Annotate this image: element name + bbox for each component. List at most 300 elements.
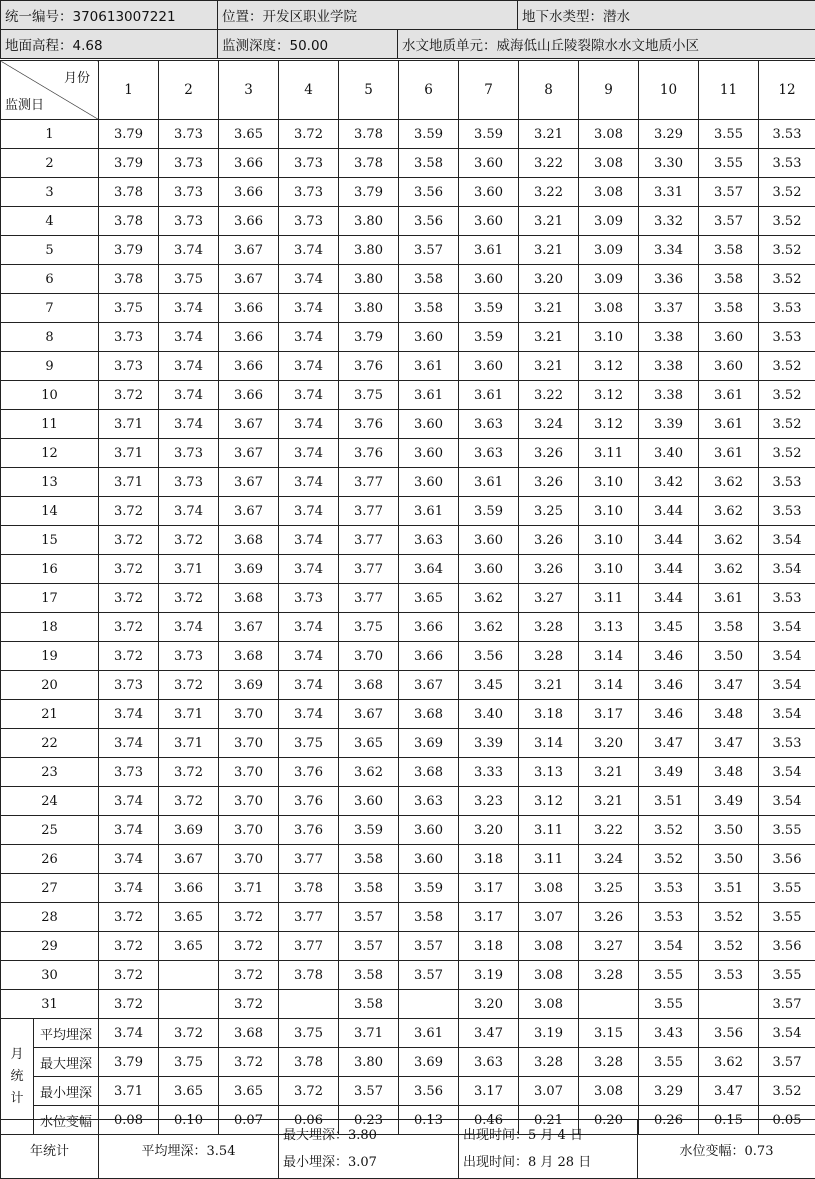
depth-cell: 3.72 <box>159 526 219 555</box>
yearly-max-time: 出现时间：5 月 4 日 <box>463 1128 583 1143</box>
depth-cell: 3.61 <box>699 439 759 468</box>
monthly-stats-label: 月 统 计 <box>1 1019 34 1135</box>
depth-cell: 3.45 <box>459 671 519 700</box>
depth-cell <box>699 990 759 1019</box>
depth-cell: 3.52 <box>699 932 759 961</box>
depth-cell: 3.77 <box>339 468 399 497</box>
table-row <box>1 178 815 207</box>
depth-cell: 3.74 <box>159 236 219 265</box>
depth-cell: 3.10 <box>579 468 639 497</box>
stat-cell: 0.46 <box>459 1106 519 1135</box>
yearly-label: 年统计 <box>1 1120 99 1179</box>
depth-cell: 3.46 <box>639 671 699 700</box>
depth-cell: 3.22 <box>579 816 639 845</box>
day-number: 13 <box>1 468 99 497</box>
depth-cell: 3.71 <box>99 468 159 497</box>
depth-cell: 3.59 <box>459 294 519 323</box>
depth-cell: 3.12 <box>579 352 639 381</box>
stat-cell: 3.54 <box>759 1019 815 1048</box>
depth-cell: 3.61 <box>399 352 459 381</box>
depth-cell: 3.73 <box>99 352 159 381</box>
depth-cell: 3.68 <box>219 642 279 671</box>
month-header-row <box>1 61 815 120</box>
stat-cell: 0.26 <box>639 1106 699 1135</box>
corner-day-label: 监测日 <box>5 98 45 113</box>
depth-cell: 3.76 <box>279 816 339 845</box>
monthly-stat-row <box>1 1048 815 1077</box>
depth-cell: 3.66 <box>219 352 279 381</box>
depth-cell: 3.74 <box>159 613 219 642</box>
depth-cell: 3.62 <box>699 497 759 526</box>
depth-cell: 3.46 <box>639 642 699 671</box>
stat-cell: 3.28 <box>579 1048 639 1077</box>
depth-cell: 3.66 <box>159 874 219 903</box>
station-info-header <box>0 0 815 59</box>
depth-cell: 3.58 <box>399 903 459 932</box>
depth-cell: 3.40 <box>459 700 519 729</box>
corner-header <box>1 61 99 120</box>
depth-cell: 3.22 <box>519 149 579 178</box>
stat-cell: 3.74 <box>99 1019 159 1048</box>
depth-cell: 3.54 <box>759 642 815 671</box>
depth-cell: 3.20 <box>459 816 519 845</box>
depth-cell: 3.71 <box>99 439 159 468</box>
depth-cell: 3.21 <box>519 207 579 236</box>
depth-cell: 3.54 <box>639 932 699 961</box>
depth-cell: 3.67 <box>219 468 279 497</box>
table-row <box>1 584 815 613</box>
depth-cell: 3.68 <box>399 700 459 729</box>
depth-cell: 3.47 <box>699 729 759 758</box>
depth-cell: 3.67 <box>219 410 279 439</box>
depth-cell: 3.76 <box>339 439 399 468</box>
day-number: 3 <box>1 178 99 207</box>
depth-cell: 3.24 <box>519 410 579 439</box>
depth-cell: 3.60 <box>459 352 519 381</box>
depth-cell: 3.11 <box>579 584 639 613</box>
depth-cell: 3.38 <box>639 323 699 352</box>
depth-cell: 3.74 <box>279 323 339 352</box>
depth-cell: 3.59 <box>339 816 399 845</box>
depth-cell: 3.72 <box>99 526 159 555</box>
depth-cell: 3.17 <box>459 874 519 903</box>
depth-cell: 3.19 <box>459 961 519 990</box>
stat-cell: 3.52 <box>759 1077 815 1106</box>
depth-cell: 3.54 <box>759 700 815 729</box>
header-row-1 <box>1 1 815 30</box>
depth-cell: 3.77 <box>279 932 339 961</box>
depth-cell: 3.09 <box>579 207 639 236</box>
stat-cell: 3.71 <box>339 1019 399 1048</box>
depth-cell: 3.58 <box>699 236 759 265</box>
depth-cell: 3.49 <box>699 787 759 816</box>
depth-cell: 3.77 <box>279 903 339 932</box>
station-location: 位置：开发区职业学院 <box>218 1 518 30</box>
day-number: 28 <box>1 903 99 932</box>
stat-cell: 0.15 <box>699 1106 759 1135</box>
monitor-depth: 监测深度：50.00 <box>218 30 398 59</box>
stat-cell: 3.75 <box>279 1019 339 1048</box>
table-row <box>1 439 815 468</box>
depth-cell: 3.58 <box>339 990 399 1019</box>
depth-cell: 3.63 <box>399 787 459 816</box>
depth-cell: 3.63 <box>459 439 519 468</box>
depth-cell: 3.11 <box>519 845 579 874</box>
depth-cell: 3.77 <box>339 555 399 584</box>
depth-cell: 3.34 <box>639 236 699 265</box>
month-header: 1 <box>99 61 159 120</box>
stat-cell: 3.65 <box>159 1077 219 1106</box>
depth-cell: 3.72 <box>279 120 339 149</box>
depth-cell: 3.67 <box>159 845 219 874</box>
depth-cell: 3.58 <box>339 874 399 903</box>
yearly-average-depth: 平均埋深：3.54 <box>99 1120 279 1179</box>
depth-cell: 3.64 <box>399 555 459 584</box>
day-number: 14 <box>1 497 99 526</box>
depth-cell: 3.44 <box>639 497 699 526</box>
table-row <box>1 903 815 932</box>
day-number: 22 <box>1 729 99 758</box>
depth-cell: 3.09 <box>579 236 639 265</box>
depth-cell: 3.72 <box>99 381 159 410</box>
depth-cell: 3.57 <box>759 990 815 1019</box>
yearly-min-depth: 最小埋深：3.07 <box>283 1155 377 1170</box>
depth-cell: 3.26 <box>519 468 579 497</box>
depth-cell: 3.13 <box>519 758 579 787</box>
depth-cell: 3.50 <box>699 845 759 874</box>
table-row <box>1 845 815 874</box>
depth-cell: 3.79 <box>99 120 159 149</box>
stat-cell: 0.13 <box>399 1106 459 1135</box>
stat-cell: 3.19 <box>519 1019 579 1048</box>
depth-cell: 3.63 <box>399 526 459 555</box>
depth-cell: 3.52 <box>699 903 759 932</box>
monthly-stat-row <box>1 1077 815 1106</box>
table-row <box>1 236 815 265</box>
depth-cell: 3.66 <box>399 642 459 671</box>
yearly-extreme-depths <box>279 1120 459 1179</box>
stat-cell: 3.56 <box>699 1019 759 1048</box>
depth-cell: 3.70 <box>219 729 279 758</box>
table-row <box>1 207 815 236</box>
depth-cell: 3.72 <box>99 497 159 526</box>
depth-cell: 3.77 <box>279 845 339 874</box>
depth-cell: 3.62 <box>459 613 519 642</box>
table-row <box>1 729 815 758</box>
depth-cell: 3.58 <box>399 265 459 294</box>
depth-cell: 3.21 <box>579 787 639 816</box>
depth-cell: 3.50 <box>699 642 759 671</box>
day-number: 23 <box>1 758 99 787</box>
depth-cell: 3.57 <box>399 932 459 961</box>
depth-cell: 3.21 <box>519 671 579 700</box>
day-number: 25 <box>1 816 99 845</box>
depth-cell: 3.70 <box>219 845 279 874</box>
depth-cell: 3.26 <box>519 526 579 555</box>
depth-cell: 3.54 <box>759 555 815 584</box>
depth-cell: 3.55 <box>759 874 815 903</box>
table-row <box>1 961 815 990</box>
month-header: 3 <box>219 61 279 120</box>
depth-cell: 3.28 <box>519 613 579 642</box>
depth-cell: 3.44 <box>639 555 699 584</box>
depth-cell: 3.79 <box>99 149 159 178</box>
depth-cell: 3.68 <box>339 671 399 700</box>
depth-cell: 3.69 <box>219 555 279 584</box>
depth-cell: 3.08 <box>519 874 579 903</box>
depth-cell: 3.18 <box>459 932 519 961</box>
stat-cell: 0.08 <box>99 1106 159 1135</box>
stat-cell: 3.61 <box>399 1019 459 1048</box>
depth-cell: 3.53 <box>759 584 815 613</box>
depth-cell <box>579 990 639 1019</box>
depth-cell: 3.68 <box>219 584 279 613</box>
depth-cell: 3.74 <box>279 381 339 410</box>
depth-cell: 3.54 <box>759 787 815 816</box>
depth-cell: 3.71 <box>99 410 159 439</box>
table-row <box>1 526 815 555</box>
depth-cell: 3.59 <box>459 120 519 149</box>
depth-cell: 3.21 <box>519 323 579 352</box>
depth-cell: 3.59 <box>399 874 459 903</box>
depth-cell: 3.51 <box>639 787 699 816</box>
depth-cell: 3.28 <box>579 961 639 990</box>
depth-cell: 3.53 <box>759 120 815 149</box>
depth-cell: 3.72 <box>99 584 159 613</box>
depth-cell: 3.67 <box>219 439 279 468</box>
depth-cell: 3.60 <box>699 323 759 352</box>
day-number: 5 <box>1 236 99 265</box>
month-header: 4 <box>279 61 339 120</box>
corner-month-label: 月份 <box>63 71 90 86</box>
day-number: 4 <box>1 207 99 236</box>
stat-cell: 0.05 <box>759 1106 815 1135</box>
depth-cell: 3.10 <box>579 555 639 584</box>
depth-cell: 3.78 <box>99 178 159 207</box>
depth-cell: 3.74 <box>279 671 339 700</box>
depth-cell: 3.52 <box>759 381 815 410</box>
depth-cell: 3.61 <box>399 381 459 410</box>
depth-cell: 3.21 <box>519 236 579 265</box>
depth-cell: 3.73 <box>99 323 159 352</box>
depth-cell: 3.76 <box>279 787 339 816</box>
depth-cell: 3.55 <box>759 961 815 990</box>
depth-cell: 3.74 <box>99 845 159 874</box>
depth-cell: 3.74 <box>159 497 219 526</box>
depth-cell: 3.60 <box>459 526 519 555</box>
depth-cell: 3.52 <box>759 236 815 265</box>
depth-cell: 3.29 <box>639 120 699 149</box>
depth-cell: 3.22 <box>519 381 579 410</box>
table-row <box>1 352 815 381</box>
depth-cell: 3.66 <box>219 381 279 410</box>
stat-cell: 3.47 <box>699 1077 759 1106</box>
day-number: 18 <box>1 613 99 642</box>
depth-cell: 3.72 <box>99 932 159 961</box>
depth-cell: 3.27 <box>579 932 639 961</box>
depth-cell: 3.74 <box>279 410 339 439</box>
depth-cell: 3.60 <box>399 439 459 468</box>
depth-cell: 3.53 <box>759 468 815 497</box>
stat-cell: 3.15 <box>579 1019 639 1048</box>
depth-cell: 3.30 <box>639 149 699 178</box>
depth-cell: 3.71 <box>159 700 219 729</box>
stat-cell: 3.17 <box>459 1077 519 1106</box>
day-number: 29 <box>1 932 99 961</box>
stat-label: 最小埋深 <box>34 1077 99 1106</box>
depth-cell: 3.25 <box>519 497 579 526</box>
depth-cell: 3.10 <box>579 497 639 526</box>
header-row-2 <box>1 30 815 59</box>
depth-cell: 3.72 <box>219 990 279 1019</box>
depth-cell: 3.73 <box>159 207 219 236</box>
yearly-statistics <box>0 1119 815 1179</box>
depth-cell: 3.53 <box>759 323 815 352</box>
depth-cell: 3.60 <box>459 149 519 178</box>
depth-cell: 3.57 <box>399 961 459 990</box>
depth-cell: 3.55 <box>759 903 815 932</box>
depth-cell: 3.79 <box>339 178 399 207</box>
depth-cell: 3.72 <box>159 584 219 613</box>
station-id: 统一编号：370613007221 <box>1 1 218 30</box>
depth-cell: 3.60 <box>399 410 459 439</box>
depth-cell: 3.60 <box>459 178 519 207</box>
depth-cell: 3.67 <box>399 671 459 700</box>
depth-cell: 3.72 <box>99 903 159 932</box>
table-row <box>1 323 815 352</box>
stat-cell: 3.29 <box>639 1077 699 1106</box>
stat-cell: 3.75 <box>159 1048 219 1077</box>
depth-cell: 3.57 <box>699 178 759 207</box>
depth-cell: 3.58 <box>399 294 459 323</box>
month-header: 7 <box>459 61 519 120</box>
stat-cell: 3.56 <box>399 1077 459 1106</box>
depth-cell: 3.60 <box>459 207 519 236</box>
depth-cell: 3.54 <box>759 526 815 555</box>
depth-cell: 3.56 <box>399 178 459 207</box>
depth-cell: 3.57 <box>339 932 399 961</box>
depth-cell: 3.78 <box>279 961 339 990</box>
depth-cell <box>159 961 219 990</box>
day-number: 30 <box>1 961 99 990</box>
depth-cell: 3.37 <box>639 294 699 323</box>
stat-cell: 0.10 <box>159 1106 219 1135</box>
stat-cell: 3.43 <box>639 1019 699 1048</box>
depth-cell: 3.08 <box>579 120 639 149</box>
depth-cell: 3.52 <box>759 178 815 207</box>
depth-cell: 3.62 <box>699 555 759 584</box>
depth-cell: 3.60 <box>699 352 759 381</box>
depth-cell: 3.67 <box>339 700 399 729</box>
stat-cell: 3.47 <box>459 1019 519 1048</box>
day-number: 31 <box>1 990 99 1019</box>
depth-cell: 3.57 <box>699 207 759 236</box>
depth-cell: 3.80 <box>339 207 399 236</box>
depth-cell: 3.71 <box>159 555 219 584</box>
depth-cell: 3.58 <box>699 294 759 323</box>
depth-cell: 3.61 <box>399 497 459 526</box>
depth-cell: 3.74 <box>159 381 219 410</box>
depth-cell: 3.70 <box>339 642 399 671</box>
depth-cell: 3.65 <box>159 932 219 961</box>
depth-cell: 3.11 <box>579 439 639 468</box>
day-number: 15 <box>1 526 99 555</box>
depth-cell: 3.61 <box>459 468 519 497</box>
month-header: 6 <box>399 61 459 120</box>
depth-cell: 3.44 <box>639 526 699 555</box>
depth-cell: 3.42 <box>639 468 699 497</box>
day-number: 1 <box>1 120 99 149</box>
depth-cell: 3.74 <box>159 410 219 439</box>
month-header: 12 <box>759 61 815 120</box>
depth-cell: 3.77 <box>339 584 399 613</box>
day-number: 16 <box>1 555 99 584</box>
depth-cell: 3.39 <box>459 729 519 758</box>
depth-cell: 3.62 <box>459 584 519 613</box>
day-number: 8 <box>1 323 99 352</box>
table-row <box>1 758 815 787</box>
depth-cell: 3.17 <box>579 700 639 729</box>
depth-cell: 3.80 <box>339 265 399 294</box>
depth-cell: 3.60 <box>459 555 519 584</box>
day-number: 10 <box>1 381 99 410</box>
depth-cell: 3.74 <box>159 352 219 381</box>
depth-cell: 3.57 <box>339 903 399 932</box>
depth-cell: 3.14 <box>519 729 579 758</box>
depth-cell: 3.73 <box>279 149 339 178</box>
depth-cell: 3.70 <box>219 758 279 787</box>
depth-cell: 3.74 <box>279 265 339 294</box>
stat-cell: 3.28 <box>519 1048 579 1077</box>
table-row <box>1 874 815 903</box>
stat-cell: 3.72 <box>279 1077 339 1106</box>
groundwater-type: 地下水类型：潜水 <box>518 1 815 30</box>
month-header: 9 <box>579 61 639 120</box>
depth-cell: 3.20 <box>459 990 519 1019</box>
depth-cell: 3.45 <box>639 613 699 642</box>
depth-cell: 3.61 <box>459 236 519 265</box>
depth-cell: 3.27 <box>519 584 579 613</box>
day-number: 12 <box>1 439 99 468</box>
depth-cell: 3.72 <box>99 555 159 584</box>
stat-cell: 3.57 <box>759 1048 815 1077</box>
depth-cell: 3.20 <box>519 265 579 294</box>
depth-cell: 3.55 <box>699 120 759 149</box>
day-number: 24 <box>1 787 99 816</box>
depth-cell: 3.53 <box>699 961 759 990</box>
stat-cell: 3.63 <box>459 1048 519 1077</box>
day-number: 11 <box>1 410 99 439</box>
depth-cell: 3.67 <box>219 265 279 294</box>
depth-cell: 3.78 <box>99 207 159 236</box>
depth-cell: 3.52 <box>759 352 815 381</box>
depth-cell: 3.74 <box>279 468 339 497</box>
depth-cell: 3.61 <box>699 381 759 410</box>
depth-cell: 3.13 <box>579 613 639 642</box>
depth-cell: 3.74 <box>279 700 339 729</box>
yearly-max-depth: 最大埋深：3.80 <box>283 1128 377 1143</box>
depth-cell: 3.55 <box>639 990 699 1019</box>
depth-cell: 3.08 <box>519 990 579 1019</box>
depth-cell: 3.28 <box>519 642 579 671</box>
table-row <box>1 468 815 497</box>
depth-cell: 3.56 <box>759 932 815 961</box>
depth-cell: 3.75 <box>159 265 219 294</box>
day-number: 6 <box>1 265 99 294</box>
table-row <box>1 671 815 700</box>
depth-cell: 3.25 <box>579 874 639 903</box>
stat-cell: 0.07 <box>219 1106 279 1135</box>
